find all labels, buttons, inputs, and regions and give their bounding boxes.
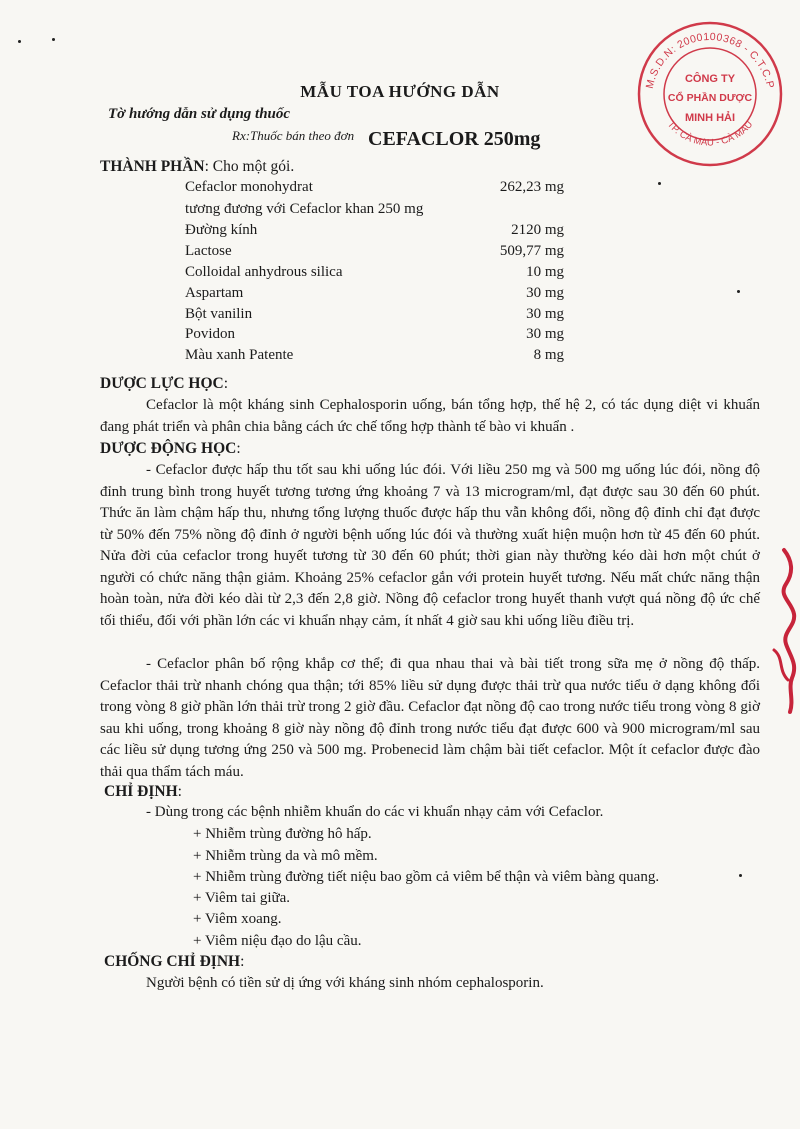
pharmacokinetics-paragraph-2 — [100, 654, 760, 783]
pharmacodynamics-paragraph — [100, 395, 760, 438]
indication-item: + Nhiễm trùng đường tiết niệu bao gồm cả viêm bể thận và viêm bàng quang. — [193, 869, 660, 885]
pharmacokinetics-text-1: - Cefaclor được hấp thu tốt sau khi uống lúc đói. Với liều 250 mg và 500 mg uống lúc đói, nồng độ đỉnh trung bình trong huyết tương tương ứng khoảng 7 và 13 microgram/ml, đạt được sau 30 đến 60 phút. Thức ăn làm chậm hấp thu, nhưng tổng lượng thuốc được hấp thu vẫn không đổi, nồng độ đỉnh chỉ đạt được từ 50% đến 75% nồng độ đỉnh ở người bệnh uống lúc đói và thường xuất hiện muộn hơn từ 45 đến 60 phút. Nửa đời của cefaclor trong huyết tương từ 30 đến 60 phút; thời gian này thường kéo dài hơn một chút ở người có chức năng thận giảm. Khoảng 25% cefaclor gắn với protein huyết tương. Nếu mất chức năng thận hoàn toàn, nửa đời kéo dài từ 2,3 đến 2,8 giờ. Nồng độ cefaclor trong huyết thanh vượt quá nồng độ ức chế tối thiểu, đối với phần lớn các vi khuẩn nhạy cảm, ít nhất 4 giờ sau khi uống liều điều trị. — [100, 462, 760, 629]
contraindications-heading-suffix: : — [240, 953, 245, 970]
ingredient-name: Cefaclor monohydrat — [185, 179, 313, 195]
pharmacodynamics-heading — [100, 375, 228, 393]
indication-item: + Nhiễm trùng da và mô mềm. — [193, 848, 378, 864]
ingredient-name: Lactose — [185, 243, 232, 259]
ingredient-qty: 8 mg — [533, 347, 564, 363]
pharmacokinetics-heading — [100, 440, 241, 458]
ingredient-name: Màu xanh Patente — [185, 347, 294, 363]
ingredient-name: Colloidal anhydrous silica — [185, 264, 343, 280]
ingredient-qty: 262,23 mg — [499, 179, 564, 195]
rx-note: Rx:Thuốc bán theo đơn — [232, 128, 355, 143]
contraindications-heading-label: CHỐNG CHỈ ĐỊNH — [104, 953, 241, 970]
ingredient-name: Aspartam — [185, 285, 244, 301]
indications-heading — [104, 783, 182, 801]
product-name: CEFACLOR 250mg — [368, 128, 541, 150]
stamp-ring-bottom: TP. CÀ MAU - CÀ MAU — [664, 119, 756, 149]
indication-item: + Viêm tai giữa. — [193, 890, 291, 906]
ingredient-qty: 30 mg — [526, 285, 564, 301]
ingredient-qty: 30 mg — [526, 306, 564, 322]
indications-heading-suffix: : — [177, 783, 182, 800]
indication-item: + Nhiễm trùng đường hô hấp. — [193, 826, 372, 842]
ingredient-name: Povidon — [185, 326, 236, 342]
red-signature-mark — [764, 540, 800, 720]
scan-speck — [737, 290, 740, 293]
ingredient-qty: 2120 mg — [511, 222, 564, 238]
pharmacokinetics-heading-label: DƯỢC ĐỘNG HỌC — [100, 440, 237, 457]
contraindications-text: Người bệnh có tiền sử dị ứng với kháng sinh nhóm cephalosporin. — [146, 975, 544, 991]
ingredient-name: Bột vanilin — [185, 306, 253, 322]
document-subtitle: Tờ hướng dẫn sử dụng thuốc — [108, 106, 291, 122]
stamp-line-1: CÔNG TY — [684, 73, 736, 85]
indication-item: + Viêm niệu đạo do lậu cầu. — [193, 933, 362, 949]
ingredient-name: Đường kính — [185, 222, 258, 238]
ingredient-qty: 509,77 mg — [499, 243, 564, 259]
ingredient-qty: 10 mg — [526, 264, 564, 280]
pharmacokinetics-heading-suffix: : — [236, 440, 241, 457]
stamp-line-2: CỔ PHẦN DƯỢC — [667, 92, 753, 104]
scan-speck — [658, 182, 661, 185]
pharmacokinetics-paragraph-1 — [100, 460, 760, 632]
scan-speck — [739, 874, 742, 877]
composition-heading-suffix: : Cho một gói. — [204, 158, 295, 175]
pharmacokinetics-text-2: - Cefaclor phân bố rộng khắp cơ thể; đi qua nhau thai và bài tiết trong sữa mẹ ở nồng độ thấp. Cefaclor thải trừ nhanh chóng qua thận; tới 85% liều sử dụng được thải trừ qua nước tiểu ở dạng không đổi trong vòng 8 giờ phần lớn thải trừ trong 2 giờ đầu. Cefaclor đạt nồng độ cao trong nước tiểu trong vòng 8 giờ sau khi uống, trong khoảng 8 giờ này nồng độ đỉnh trong nước tiểu đạt được 600 và 900 microgram/ml sau các liều sử dụng tương ứng 250 và 500 mg. Probenecid làm chậm bài tiết cefaclor. Một ít cefaclor được đào thải qua thẩm tách máu. — [100, 656, 760, 780]
stamp-line-3: MINH HẢI — [684, 112, 736, 124]
scan-speck — [18, 40, 21, 43]
ingredient-name: tương đương với Cefaclor khan 250 mg — [185, 201, 424, 217]
stamp-ring-top: M.S.D.N: 2000100368 - C.T.C.P — [643, 30, 777, 90]
document-title: MẪU TOA HƯỚNG DẪN — [300, 82, 500, 101]
composition-heading — [100, 158, 294, 176]
contraindications-heading — [104, 953, 244, 971]
indications-heading-label: CHỈ ĐỊNH — [104, 783, 178, 800]
pharmacodynamics-heading-suffix: : — [223, 375, 229, 392]
composition-heading-label: THÀNH PHẦN — [100, 158, 205, 175]
indication-item: + Viêm xoang. — [193, 911, 282, 927]
indications-intro: - Dùng trong các bệnh nhiễm khuẩn do các vi khuẩn nhạy cảm với Cefaclor. — [146, 804, 604, 820]
ingredient-qty: 30 mg — [526, 326, 564, 342]
pharmacodynamics-text: Cefaclor là một kháng sinh Cephalosporin uống, bán tổng hợp, thế hệ 2, có tác dụng diệt vi khuẩn đang phát triển và phân chia bằng cách ức chế tổng hợp thành tế bào vi khuẩn . — [100, 397, 760, 435]
scan-speck — [52, 38, 55, 41]
pharmacodynamics-heading-label: DƯỢC LỰC HỌC — [100, 375, 224, 392]
